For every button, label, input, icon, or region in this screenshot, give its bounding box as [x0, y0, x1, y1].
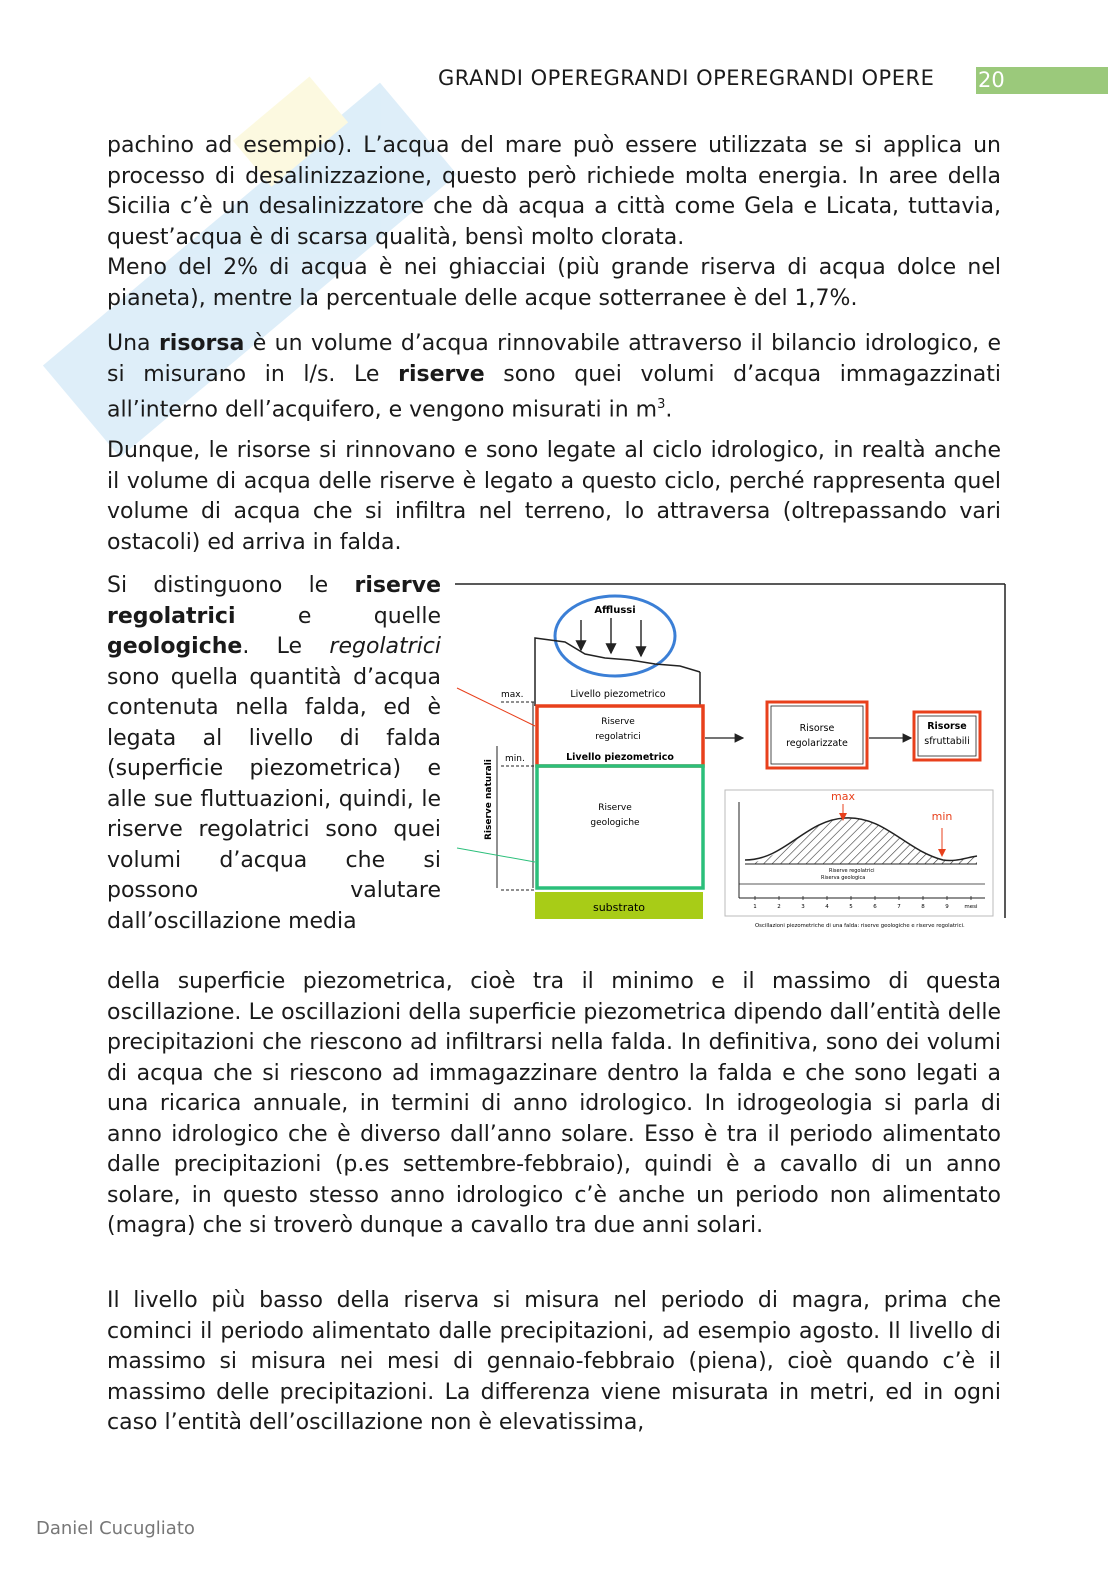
livello-piezometrico-bottom-label: Livello piezometrico: [566, 752, 674, 763]
riserve-geologiche-label-2: geologiche: [590, 818, 640, 828]
max-label: max.: [501, 690, 524, 700]
risorse-regolarizzate-box: [767, 702, 867, 768]
graph-tick-label: 6: [873, 904, 877, 910]
graph-tick-label: 8: [921, 904, 925, 910]
graph-tick-label: 9: [945, 904, 949, 910]
paragraph-desalinizzazione: pachino ad esempio). L’acqua del mare può essere utilizzata se si applica un processo di desalinizzazione, questo però richiede molta energia. In aree della Sicilia c’è un desalinizzatore che dà acqua a città come Gela e Licata, tuttavia, quest’acqua è di scarsa qualità, bensì molto clorata.: [107, 133, 1001, 250]
graph-tick-label: 4: [825, 904, 829, 910]
risorse-sfruttabili-label-1: Risorse: [927, 721, 967, 732]
min-label: min.: [505, 754, 525, 764]
graph-caption: Oscillazioni piezometriche di una falda: riserve geologiche e riserve regolatrici.: [755, 923, 965, 929]
term-riserve-regolatrici: riserve regolatrici: [107, 573, 441, 629]
graph-riserva-geologica-label: Riserva geologica: [821, 875, 866, 881]
graph-tick-label: 1: [753, 904, 757, 910]
graph-tick-label: 2: [777, 904, 781, 910]
substrato-label: substrato: [592, 901, 646, 914]
afflussi-label: Afflussi: [594, 605, 636, 616]
term-riserve: riserve: [398, 361, 485, 387]
paragraph-ciclo-idrologico: Dunque, le risorse si rinnovano e sono legate al ciclo idrologico, in realtà anche il volume di acqua delle riserve è legato a questo ciclo, perché rappresenta quel volume di acqua che si infiltra nel terreno, lo attraversa (oltrepassando vari ostacoli) ed arriva in falda.: [107, 438, 1001, 555]
graph-riserve-regolatrici-label: Riserve regolatrici: [829, 868, 875, 874]
riserve-geologiche-label-1: Riserve: [598, 803, 632, 813]
paragraph-risorsa-riserve: Una risorsa è un volume d’acqua rinnovabile attraverso il bilancio idrologico, e si misurano in l/s. Le riserve sono quei volumi d’acqua immagazzinati all’interno dell’acquifero, e vengono misurati in $m^3$.: [107, 331, 1002, 423]
risorse-regolarizzate-label-1: Risorse: [799, 723, 835, 734]
graph-max-label: max: [831, 790, 855, 803]
figure-riserve-diagram: [455, 578, 1007, 936]
graph-tick-label: 5: [849, 904, 853, 910]
riserve-regolatrici-label-1: Riserve: [601, 717, 635, 727]
graph-tick-label: 7: [897, 904, 901, 910]
pointer-line-green: [457, 848, 535, 862]
footer-author: Daniel Cucugliato: [36, 1518, 195, 1539]
risorse-sfruttabili-label-2: sfruttabili: [924, 736, 970, 747]
term-geologiche: geologiche: [107, 634, 243, 659]
term-risorsa: risorsa: [158, 331, 245, 356]
graph-tick-label: mesi: [964, 904, 978, 910]
paragraph-riserve-regolatrici: Si distinguono le riserve regolatrici e quelle geologiche. Le regolatrici sono quella quantità d’acqua contenuta nella falda, ed è legata al livello di falda (superficie piezometrica) e alle sue fluttuazioni, quindi, le riserve regolatrici sono quei volumi d’acqua che si possono valutare dall’oscillazione media: [107, 573, 441, 934]
livello-piezometrico-top-label: Livello piezometrico: [570, 689, 666, 700]
riserve-regolatrici-label-2: regolatrici: [595, 732, 641, 742]
paragraph-oscillazioni: della superficie piezometrica, cioè tra il minimo e il massimo di questa oscillazione. Le oscillazioni della superficie piezometrica dipendo dall’entità delle precipitazioni che riescono ad infiltrarsi nella falda. In definitiva, sono dei volumi di acqua che si riescono ad immagazzinare dentro la falda e che sono legati a una ricarica annuale, in termini di anno idrologico. In idrogeologia si parla di anno idrologico che è diverso dall’anno solare. Esso è tra il periodo alimentato dalle precipitazioni (p.es settembre-febbraio), quindi è a cavallo di un anno solare, in questo stesso anno idrologico c’è anche un periodo non alimentato (magra) che si troverò dunque a cavallo tra due anni solari.: [107, 969, 1001, 1238]
paragraph-ghiacciai: Meno del 2% di acqua è nei ghiacciai (più grande riserva di acqua dolce nel pianeta), mentre la percentuale delle acque sotterranee è del 1,7%.: [107, 255, 1001, 311]
graph-min-label: min: [931, 810, 953, 823]
page-header-title: GRANDI OPEREGRANDI OPEREGRANDI OPERE: [438, 66, 935, 90]
risorse-regolarizzate-label-2: regolarizzate: [786, 738, 848, 749]
riserve-naturali-label: Riserve naturali: [484, 759, 494, 840]
page-number-badge: 20: [976, 67, 1108, 94]
term-regolatrici-italic: regolatrici: [329, 634, 441, 659]
paragraph-livello-magra: Il livello più basso della riserva si misura nel periodo di magra, prima che cominci il periodo alimentato dalle precipitazioni, ad esempio agosto. Il livello di massimo si misura nei mesi di gennaio-febbraio (piena), cioè quando c’è il massimo delle precipitazioni. La differenza viene misurata in metri, ed in ogni caso l’entità dell’oscillazione non è elevatissima,: [107, 1288, 1001, 1435]
graph-tick-label: 3: [801, 904, 805, 910]
